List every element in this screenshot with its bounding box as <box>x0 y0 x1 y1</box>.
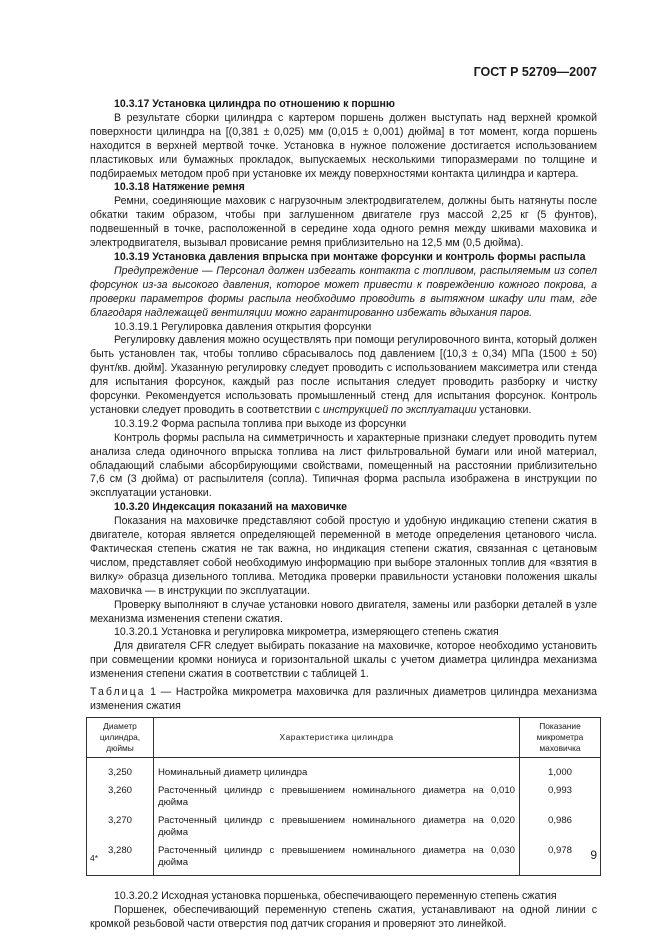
table-cell: 3,250 <box>87 757 154 781</box>
paragraph: Поршенек, обеспечивающий переменную степень сжатия, устанавливают на одной линии с кромкой резьбовой части отверстия под датчик сгорания и проверяют это линейкой. <box>90 903 597 930</box>
table-caption-word: Таблица <box>90 686 146 699</box>
section-title-10-3-18: 10.3.18 Натяжение ремня <box>114 181 245 194</box>
table-header-diameter: Диаметр цилиндра, дюймы <box>87 717 154 757</box>
warning-text: Предупреждение — Персонал должен избегать контакта с топливом, распыляемым из сопел форсунок из-за высокого давления, которое может привести к повреждению кожного покрова, а проверки параметров формы распыла необходимо проводить в вытяжном шкафу или там, где благодаря надлежащей вентиляции можно гарантированно избежать вдыхания паров. <box>90 264 597 319</box>
subsection-title-10-3-19-1: 10.3.19.1 Регулировка давления открытия форсунки <box>114 320 372 333</box>
section-title-10-3-17: 10.3.17 Установка цилиндра по отношению к поршню <box>114 98 395 110</box>
table-cell: Расточенный цилиндр с превышением номинального диаметра на 0,020 дюйма <box>154 811 520 841</box>
paragraph: Проверку выполняют в случае установки нового двигателя, замены или разборки деталей в узле механизма изменения степени сжатия. <box>90 598 597 625</box>
page-number: 9 <box>590 848 597 862</box>
table-cell: 3,270 <box>87 811 154 841</box>
table-row <box>87 781 601 811</box>
paragraph: Ремни, соединяющие маховик с нагрузочным электродвигателем, должны быть натянуты после обкатки таким образом, чтобы при заглушенном двигателе груз массой 2,25 кг (5 фунтов), подвешенный в точке, расположенной в середине хода одного ремня между шкивами маховика и электродвигателя, вызывал провисание ремня приблизительно на 12,5 мм (0,5 дюйма). <box>90 195 597 250</box>
paragraph-text: Регулировку давления можно осуществлять при помощи регулировочного винта, который должен быть установлен так, чтобы топливо сбрасывалось под давлением [(10,3 ± 0,34) МПа (1500 ± 50) фунт/кв. дюйм]. Указанную регулировку следует проводить с использованием максиметра или стенда для испытания форсунок, каждый раз после испытания следует проводить разборку и чистку форсунки. Рекомендуется использовать промышленный стенд для испытания форсунок. Контроль установки следует проводить в соответствии с <box>90 334 597 416</box>
paragraph: В результате сборки цилиндра с картером поршень должен выступать над верхней кромкой поверхности цилиндра на [(0,381 ± 0,025) мм (0,015 ± 0,001) дюйма] в тот момент, когда поршень находится в верхней мертвой точке. Установка в нужное положение достигается использованием пластиковых или бумажных прокладок, выпускаемых несколькими типоразмерами по толщине и подбираемых методом проб при установке их между поверхностями контакта цилиндра и картера. <box>90 111 597 180</box>
document-body <box>90 98 597 932</box>
paragraph: Для двигателя CFR следует выбирать показание на маховичке, которое необходимо установить при совмещении кромки нониуса и горизонтальной шкалы с учетом диаметра цилиндра механизма изменения степени сжатия в соответствии с таблицей 1. <box>90 640 597 681</box>
emphasis-text: инструкцией по эксплуатации <box>322 403 477 416</box>
document-code: ГОСТ Р 52709—2007 <box>473 65 597 79</box>
table-row <box>87 757 601 781</box>
table-cell: 3,260 <box>87 781 154 811</box>
table-cell: Расточенный цилиндр с превышением номинального диаметра на 0,010 дюйма <box>154 781 520 811</box>
table-cell: Расточенный цилиндр с превышением номинального диаметра на 0,030 дюйма <box>154 841 520 876</box>
table-cell: Номинальный диаметр цилиндра <box>154 757 520 781</box>
paragraph: Показания на маховичке представляют собой простую и удобную индикацию степени сжатия в двигателе, которая является определяющей переменной в методе определения цетанового числа. Фактическая степень сжатия не так важна, но индикация степени сжатия, связанная с цетановым числом, представляет собой необходимую информацию при выборе эталонных топлив для «взятия в вилку» образца дизельного топлива. Методика проверки правильности установки положения шкалы маховичка — в инструкции по эксплуатации. <box>90 515 597 597</box>
section-title-10-3-19: 10.3.19 Установка давления впрыска при монтаже форсунки и контроль формы распыла <box>114 250 586 263</box>
section-title-10-3-20: 10.3.20 Индексация показаний на маховичке <box>114 501 348 514</box>
subsection-title-10-3-19-2: 10.3.19.2 Форма распыла топлива при выходе из форсунки <box>114 417 407 430</box>
table-header-reading: Показание микрометра маховичка <box>520 717 601 757</box>
subsection-title-10-3-20-1: 10.3.20.1 Установка и регулировка микрометра, измеряющего степень сжатия <box>114 626 499 639</box>
paragraph-text: установки. <box>476 403 532 416</box>
signature-mark: 4* <box>90 853 99 863</box>
settings-table <box>86 717 601 876</box>
table-cell: 0,978 <box>520 841 601 876</box>
table-cell: 0,986 <box>520 811 601 841</box>
table-cell: 0,993 <box>520 781 601 811</box>
table-cell: 3,280 <box>87 841 154 876</box>
table-cell: 1,000 <box>520 757 601 781</box>
table-row <box>87 811 601 841</box>
table-row <box>87 841 601 876</box>
subsection-title-10-3-20-2: 10.3.20.2 Исходная установка поршенька, обеспечивающего переменную степень сжатия <box>114 889 557 902</box>
paragraph: Контроль формы распыла на симметричность и характерные признаки следует проводить путем анализа следа одиночного впрыска топлива на лист фильтровальной бумаги или иной материал, обладающий слабыми абсорбирующими свойствами, помещенный на расстоянии приблизительно 7,6 см (3 дюйма) от распылителя (сопла). Типичная форма распыла изображена в инструкции по эксплуатации установки. <box>90 431 597 500</box>
table-caption <box>90 686 597 714</box>
table-caption-text: 1 — Настройка микрометра маховичка для различных диаметров цилиндра механизма изменения сжатия <box>90 686 597 712</box>
paragraph <box>90 334 597 417</box>
table-header-characteristic: Характеристика цилиндра <box>154 717 520 757</box>
